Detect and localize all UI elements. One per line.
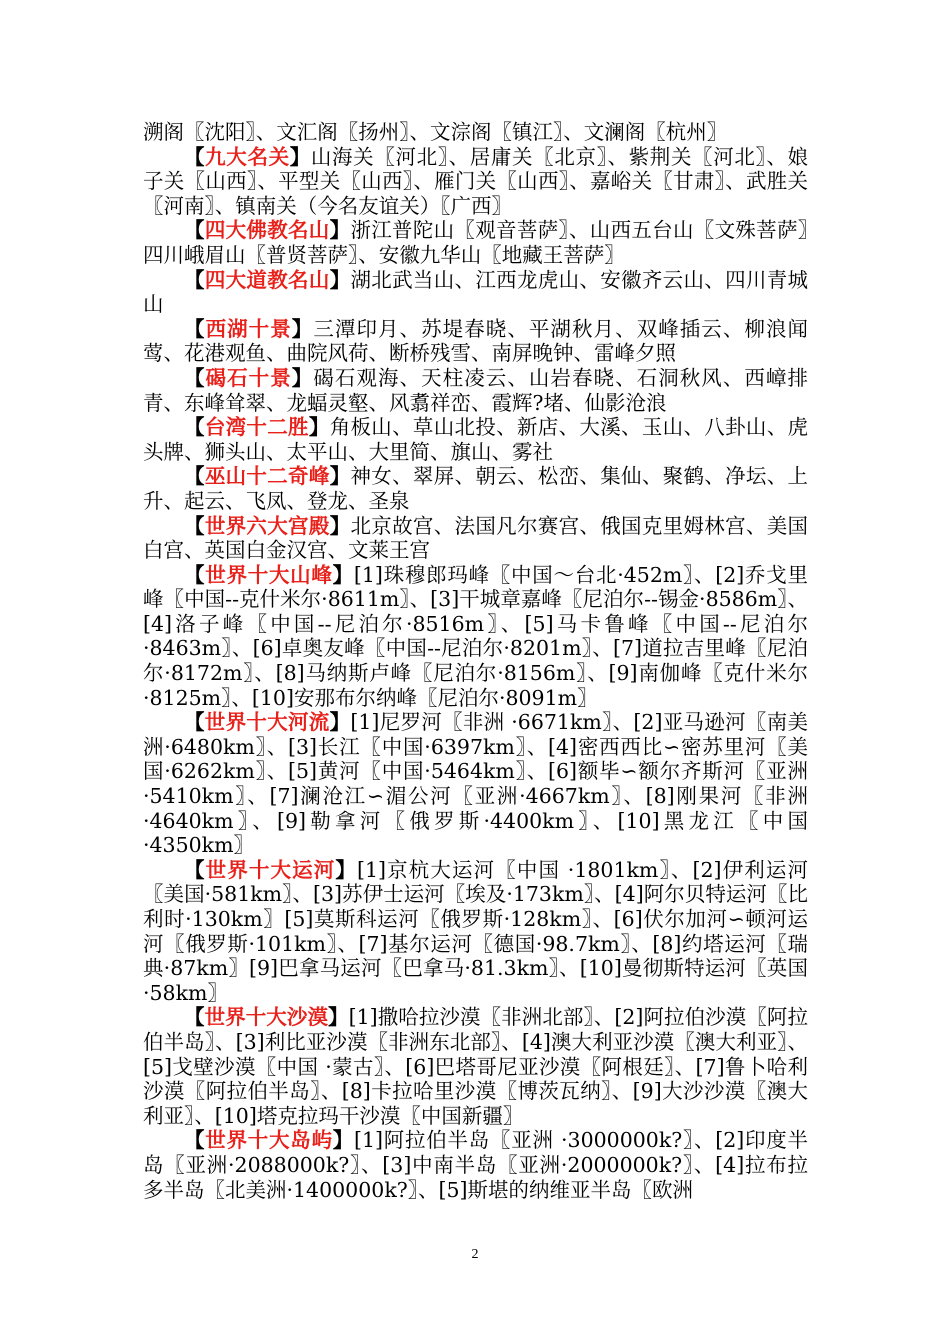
section-title: 世界六大宫殿 bbox=[204, 513, 330, 538]
section-body: [1]撒哈拉沙漠〖非洲北部〗、[2]阿拉伯沙漠〖阿拉伯半岛〗、[3]利比亚沙漠〖非洲东北部〗、[4]澳大利亚沙漠〖澳大利亚〗、[5]戈壁沙漠〖中国 ·蒙古〗、[6]巴塔哥尼亚沙漠〖阿根廷〗、[7]鲁卜哈利沙漠〖阿拉伯半岛〗、[8]卡拉哈里沙漠〖博茨瓦纳〗、[9]大沙沙漠〖澳大利亚〗、[10]塔克拉玛干沙漠〖中国新疆〗 bbox=[143, 1005, 809, 1128]
section-body: [1]阿拉伯半岛〖亚洲 ·3000000k?〗、[2]印度半岛〖亚洲·2088000k?〗、[3]中南半岛〖亚洲·2000000k?〗、[4]拉布拉多半岛〖北美洲·1400000k?〗、[5]斯堪的纳维亚半岛〖欧洲 bbox=[143, 1128, 809, 1202]
section-body: 山海关〖河北〗、居庸关〖北京〗、紫荆关〖河北〗、娘子关〖山西〗、平型关〖山西〗、雁门关〖山西〗、嘉峪关〖甘肃〗、武胜关〖河南〗、镇南关（今名友谊关）〖广西〗 bbox=[143, 144, 809, 218]
section-paragraph bbox=[143, 415, 808, 464]
bracket-open: 【 bbox=[184, 464, 205, 489]
section-paragraph bbox=[143, 858, 808, 1006]
bracket-close: 】 bbox=[289, 144, 311, 169]
section-paragraph bbox=[143, 366, 808, 415]
section-body: 湖北武当山、江西龙虎山、安徽齐云山、四川青城山 bbox=[143, 267, 809, 317]
section-paragraph bbox=[143, 464, 808, 513]
section-title: 世界十大山峰 bbox=[205, 562, 333, 587]
section-title: 世界十大沙漠 bbox=[204, 1005, 329, 1030]
bracket-open: 【 bbox=[184, 857, 206, 882]
sections-list bbox=[143, 145, 808, 1203]
section-title: 四大道教名山 bbox=[204, 267, 330, 292]
section-title: 台湾十二胜 bbox=[204, 415, 309, 440]
bracket-open: 【 bbox=[184, 710, 205, 735]
section-paragraph bbox=[143, 218, 808, 267]
section-title: 九大名关 bbox=[205, 144, 290, 169]
section-paragraph bbox=[143, 514, 808, 563]
section-body: 碣石观海、天柱凌云、山岩春晓、石洞秋风、西嶂排青、东峰耸翠、龙蝠灵壑、风翥祥峦、霞辉?堵、仙影沧浪 bbox=[143, 365, 809, 415]
section-body: [1]珠穆郎玛峰〖中国～台北·452m〗、[2]乔戈里峰〖中国--克什米尔·8611m〗、[3]干城章嘉峰〖尼泊尔--锡金·8586m〗、[4]洛子峰〖中国--尼泊尔·8516m〗、[5]马卡鲁峰〖中国--尼泊尔·8463m〗、[6]卓奥友峰〖中国--尼泊尔·8201m〗、[7]道拉吉里峰〖尼泊尔·8172m〗、[8]马纳斯卢峰〖尼泊尔·8156m〗、[9]南伽峰〖克什米尔·8125m〗、[10]安那布尔纳峰〖尼泊尔·8091m〗 bbox=[143, 562, 808, 710]
section-paragraph bbox=[143, 563, 808, 711]
section-paragraph bbox=[143, 1128, 808, 1202]
section-paragraph bbox=[143, 268, 808, 317]
section-body: 角板山、草山北投、新店、大溪、玉山、八卦山、虎头牌、狮头山、太平山、大里简、旗山、雾社 bbox=[143, 415, 809, 464]
section-paragraph bbox=[143, 1005, 808, 1128]
bracket-close: 】 bbox=[332, 1128, 354, 1153]
bracket-open: 【 bbox=[184, 316, 206, 341]
bracket-close: 】 bbox=[332, 562, 354, 587]
bracket-close: 】 bbox=[291, 365, 314, 390]
bracket-close: 】 bbox=[329, 267, 351, 292]
bracket-close: 】 bbox=[329, 464, 351, 489]
section-title: 世界十大河流 bbox=[204, 710, 330, 735]
bracket-open: 【 bbox=[184, 267, 205, 292]
section-body: [1]京杭大运河〖中国 ·1801km〗、[2]伊利运河〖美国·581km〗、[3]苏伊士运河〖埃及·173km〗、[4]阿尔贝特运河〖比利时·130km〗[5]莫斯科运河〖俄罗斯·128km〗、[6]伏尔加河∽顿河运河〖俄罗斯·101km〗、[7]基尔运河〖德国·98.7km〗、[8]约塔运河〖瑞典·87km〗[9]巴拿马运河〖巴拿马·81.3km〗、[10]曼彻斯特运河〖英国·58km〗 bbox=[143, 857, 809, 1005]
section-body: 浙江普陀山〖观音菩萨〗、山西五台山〖文殊菩萨〗四川峨眉山〖普贤菩萨〗、安徽九华山〖地藏王菩萨〗 bbox=[143, 218, 809, 267]
section-body: 神女、翠屏、朝云、松峦、集仙、聚鹤、净坛、上升、起云、飞凤、登龙、圣泉 bbox=[143, 464, 809, 513]
section-paragraph bbox=[143, 145, 808, 219]
bracket-open: 【 bbox=[184, 1005, 205, 1030]
bracket-open: 【 bbox=[184, 513, 205, 538]
section-title: 碣石十景 bbox=[205, 365, 292, 390]
section-body: 北京故宫、法国凡尔赛宫、俄国克里姆林宫、美国白宫、英国白金汉宫、文莱王宫 bbox=[143, 513, 809, 563]
section-title: 四大佛教名山 bbox=[204, 218, 330, 243]
bracket-close: 】 bbox=[308, 415, 330, 440]
bracket-open: 【 bbox=[184, 562, 206, 587]
bracket-close: 】 bbox=[291, 316, 314, 341]
section-title: 西湖十景 bbox=[205, 316, 292, 341]
section-title: 世界十大运河 bbox=[205, 857, 336, 882]
section-title: 世界十大岛屿 bbox=[205, 1128, 333, 1153]
bracket-close: 】 bbox=[329, 513, 351, 538]
page-number: 2 bbox=[471, 1247, 479, 1262]
bracket-open: 【 bbox=[184, 415, 205, 440]
bracket-close: 】 bbox=[328, 1005, 349, 1030]
bracket-close: 】 bbox=[329, 218, 351, 243]
bracket-open: 【 bbox=[184, 1128, 206, 1153]
section-body: 三潭印月、苏堤春晓、平湖秋月、双峰插云、柳浪闻莺、花港观鱼、曲院风荷、断桥残雪、南屏晚钟、雷峰夕照 bbox=[143, 316, 809, 366]
section-body: [1]尼罗河〖非洲 ·6671km〗、[2]亚马逊河〖南美洲·6480km〗、[3]长江〖中国·6397km〗、[4]密西西比∽密苏里河〖美国·6262km〗、[5]黄河〖中国·5464km〗、[6]额毕∽额尔齐斯河〖亚洲·5410km〗、[7]澜沧江∽湄公河〖亚洲·4667km〗、[8]刚果河〖非洲·4640km〗、[9]勒拿河〖俄罗斯·4400km〗、[10]黑龙江〖中国·4350km〗 bbox=[143, 710, 809, 858]
bracket-open: 【 bbox=[184, 365, 206, 390]
continuation-line: 溯阁〖沈阳〗、文汇阁〖扬州〗、文淙阁〖镇江〗、文澜阁〖杭州〗 bbox=[143, 120, 728, 144]
document-body bbox=[143, 120, 808, 1202]
bracket-open: 【 bbox=[184, 144, 206, 169]
bracket-open: 【 bbox=[184, 218, 205, 243]
bracket-close: 】 bbox=[335, 857, 357, 882]
section-title: 巫山十二奇峰 bbox=[204, 464, 330, 489]
section-paragraph bbox=[143, 317, 808, 366]
section-paragraph bbox=[143, 710, 808, 858]
bracket-close: 】 bbox=[329, 710, 351, 735]
